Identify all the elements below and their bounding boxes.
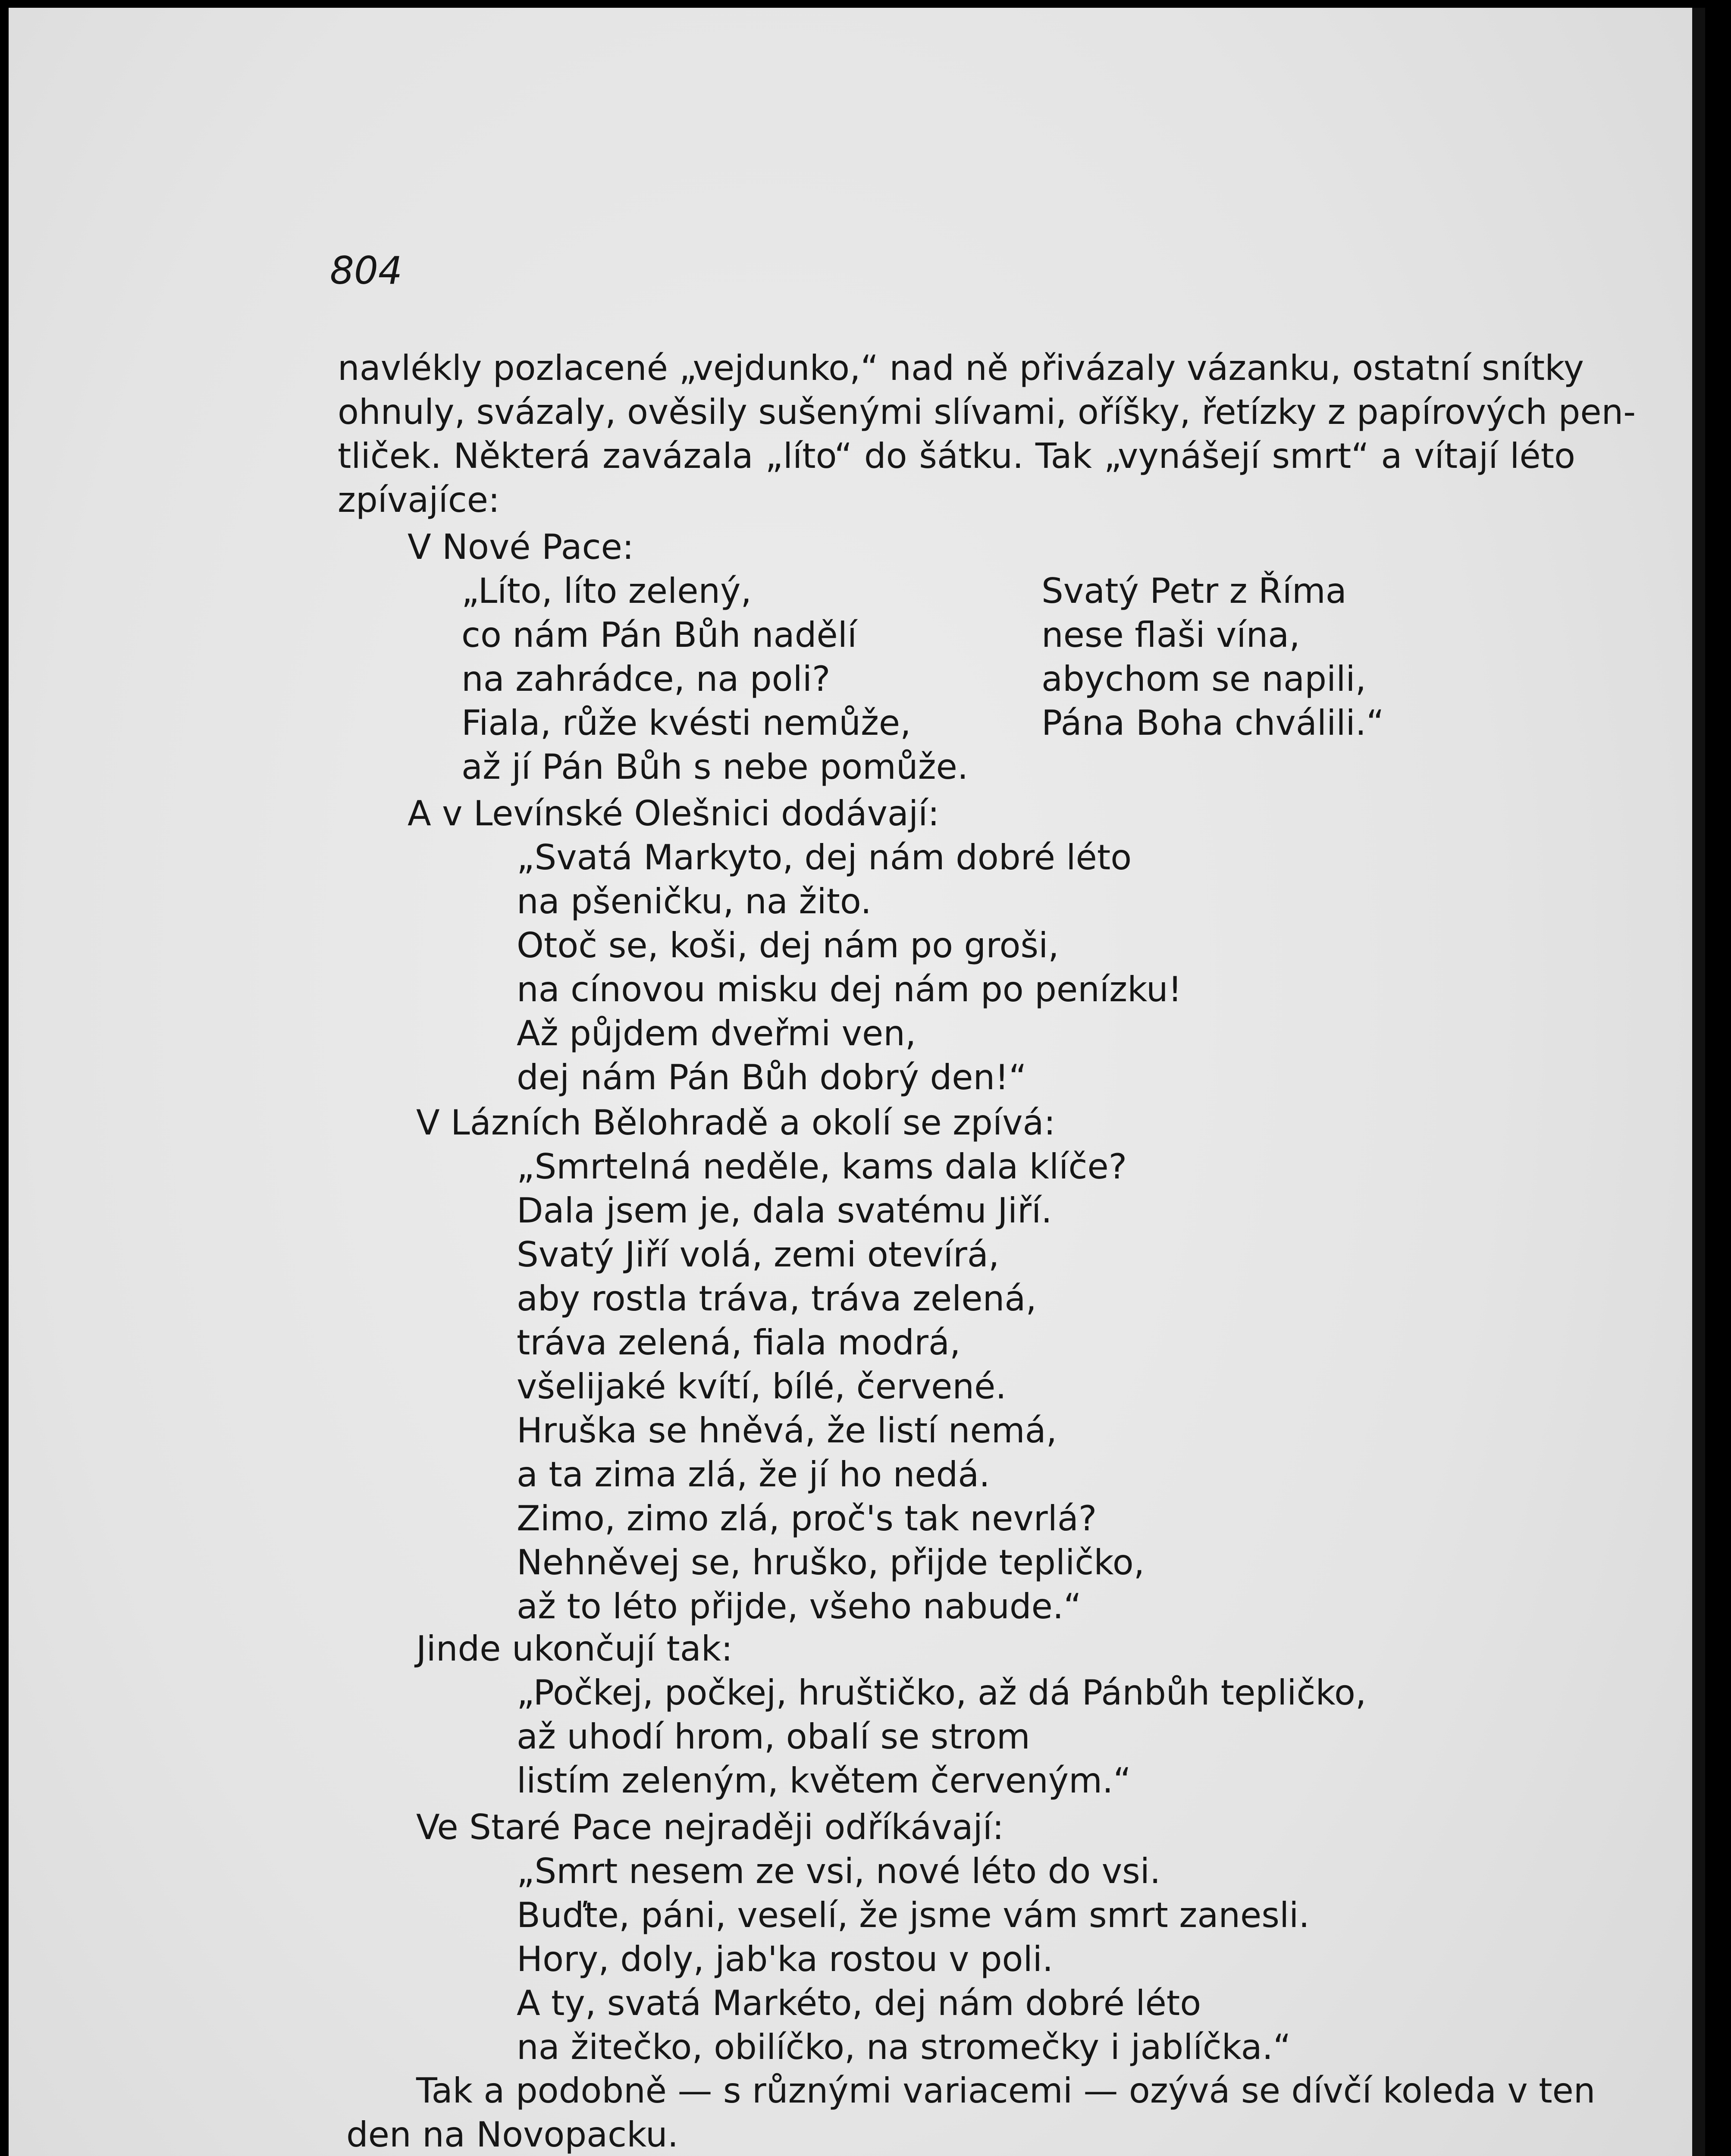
verse-line: „Líto, líto zelený, xyxy=(461,571,752,611)
text-line: Tak a podobně — s různými variacemi — ozývá se dívčí koleda v ten xyxy=(416,2071,1596,2111)
verse-line: „Smrtelná neděle, kams dala klíče? xyxy=(517,1147,1127,1187)
verse-line: Buďte, páni, veselí, že jsme vám smrt zanesli. xyxy=(517,1895,1310,1935)
page-number: 804 xyxy=(330,248,402,293)
verse xyxy=(517,1671,1366,1803)
verse-left-column xyxy=(461,569,968,789)
book-page xyxy=(9,8,1705,2156)
verse-line: na žitečko, obilíčko, na stromečky i jablíčka.“ xyxy=(517,2027,1291,2067)
verse-line: „Počkej, počkej, hruštičko, až dá Pánbůh tepličko, xyxy=(517,1673,1367,1713)
text-line: tliček. Některá zavázala „líto“ do šátku. Tak „vynášejí smrt“ a vítají léto xyxy=(338,436,1575,476)
verse-line: až jí Pán Bůh s nebe pomůže. xyxy=(461,747,969,787)
section-lead: V Nové Pace: xyxy=(408,527,634,567)
section-lead: Ve Staré Pace nejraději odříkávají: xyxy=(416,1807,1004,1847)
verse-line: Zimo, zimo zlá, proč's tak nevrlá? xyxy=(517,1498,1097,1539)
page-content xyxy=(9,8,1692,2156)
verse-line: Svatý Jiří volá, zemi otevírá, xyxy=(517,1235,1000,1275)
verse-line: aby rostla tráva, tráva zelená, xyxy=(517,1279,1037,1319)
verse-line: co nám Pán Bůh nadělí xyxy=(461,615,857,655)
text-line: navlékly pozlacené „vejdunko,“ nad ně přivázaly vázanku, ostatní snítky xyxy=(338,348,1584,388)
verse-line: Fiala, růže kvésti nemůže, xyxy=(461,703,911,743)
verse-line: Pána Boha chválili.“ xyxy=(1041,703,1384,743)
verse-line: Dala jsem je, dala svatému Jiří. xyxy=(517,1191,1052,1231)
verse-line: „Svatá Markyto, dej nám dobré léto xyxy=(517,837,1132,877)
verse-line: až uhodí hrom, obalí se strom xyxy=(517,1717,1030,1757)
section-lead: A v Levínské Olešnici dodávají: xyxy=(408,793,940,834)
verse-line: tráva zelená, fiala modrá, xyxy=(517,1322,961,1363)
verse-line: všelijaké kvítí, bílé, červené. xyxy=(517,1366,1007,1407)
verse-line: Nehněvej se, hruško, přijde tepličko, xyxy=(517,1542,1145,1583)
verse-line: Otoč se, koši, dej nám po groši, xyxy=(517,925,1059,965)
verse-line: Hruška se hněvá, že listí nemá, xyxy=(517,1410,1057,1451)
section-lead: Jinde ukončují tak: xyxy=(416,1629,733,1669)
intro-paragraph xyxy=(338,346,1636,522)
verse-line: dej nám Pán Bůh dobrý den!“ xyxy=(517,1057,1027,1097)
section-lead: V Lázních Bělohradě a okolí se zpívá: xyxy=(416,1103,1056,1143)
verse xyxy=(517,836,1182,1100)
text-line: den na Novopacku. xyxy=(346,2115,679,2155)
verse-line: A ty, svatá Markéto, dej nám dobré léto xyxy=(517,1983,1201,2023)
verse-line: na pšeničku, na žito. xyxy=(517,881,872,921)
verse-line: abychom se napili, xyxy=(1041,659,1367,699)
verse-line: na zahrádce, na poli? xyxy=(461,659,831,699)
text-line: zpívajíce: xyxy=(338,480,500,520)
verse-line: „Smrt nesem ze vsi, nové léto do vsi. xyxy=(517,1851,1161,1891)
text-line: ohnuly, svázaly, ověsily sušenými slívami, oříšky, řetízky z papírových pen- xyxy=(338,392,1636,432)
verse-line: Až půjdem dveřmi ven, xyxy=(517,1013,916,1053)
verse-line: listím zeleným, květem červeným.“ xyxy=(517,1761,1131,1801)
verse-right-column xyxy=(1041,569,1384,745)
verse-line: Hory, doly, jab'ka rostou v poli. xyxy=(517,1939,1054,1979)
closing-paragraph xyxy=(346,2069,1596,2156)
verse-line: nese flaši vína, xyxy=(1041,615,1300,655)
verse xyxy=(517,1849,1310,2069)
verse-line: Svatý Petr z Říma xyxy=(1041,571,1347,611)
verse-line: na cínovou misku dej nám po penízku! xyxy=(517,969,1182,1009)
verse-line: a ta zima zlá, že jí ho nedá. xyxy=(517,1454,990,1495)
verse xyxy=(517,1145,1145,1629)
verse-line: až to léto přijde, všeho nabude.“ xyxy=(517,1586,1082,1626)
